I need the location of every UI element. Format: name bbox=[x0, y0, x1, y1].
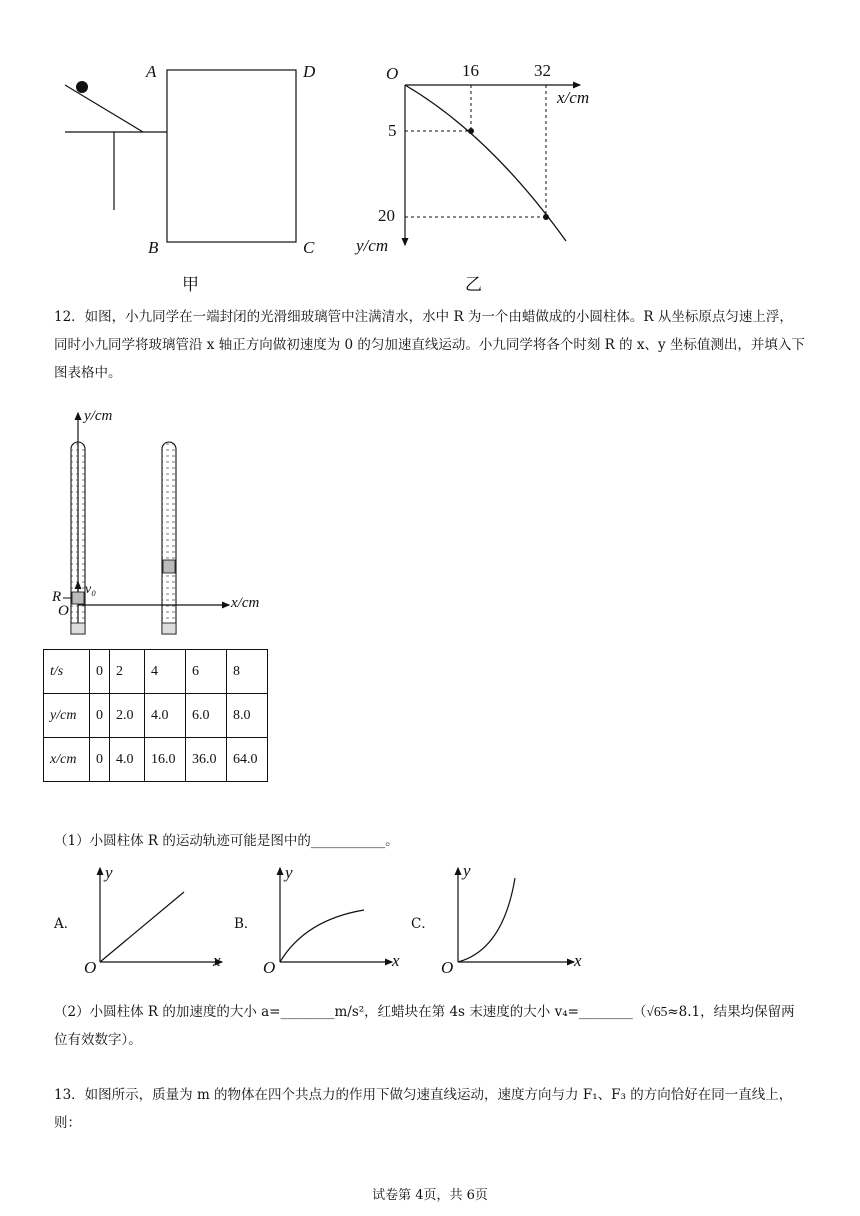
table-cell: y/cm bbox=[44, 694, 90, 738]
table-cell: 0 bbox=[90, 738, 110, 782]
option-a-x: x bbox=[213, 951, 221, 970]
table-cell: 8.0 bbox=[227, 694, 268, 738]
table-cell: 8 bbox=[227, 650, 268, 694]
tube-1 bbox=[71, 442, 85, 634]
tube-y-axis-label: y/cm bbox=[84, 408, 113, 424]
q12-sub2 bbox=[54, 998, 806, 1054]
table-cell: 0 bbox=[90, 694, 110, 738]
yi-origin-label: O bbox=[386, 64, 399, 83]
corner-a-label: A bbox=[146, 62, 157, 81]
table-row bbox=[44, 694, 268, 738]
figure-yi-caption: 乙 bbox=[465, 275, 482, 295]
table-row bbox=[44, 650, 268, 694]
option-a-origin: O bbox=[84, 958, 97, 977]
table-cell: 4.0 bbox=[110, 738, 145, 782]
figure-jia bbox=[55, 55, 335, 295]
tube-x-axis-label: x/cm bbox=[231, 595, 260, 611]
table-cell: 16.0 bbox=[145, 738, 186, 782]
ball-icon bbox=[76, 81, 88, 93]
option-a-y: y bbox=[105, 863, 113, 882]
incline bbox=[65, 85, 143, 132]
option-c-graph bbox=[438, 862, 588, 982]
option-b-graph bbox=[260, 862, 410, 982]
option-c-x: x bbox=[574, 951, 582, 970]
option-b-label: B． bbox=[234, 916, 258, 932]
option-c-y: y bbox=[463, 861, 471, 880]
board-rectangle bbox=[167, 70, 296, 242]
table-cell: 4.0 bbox=[145, 694, 186, 738]
corner-d-label: D bbox=[303, 62, 316, 81]
q12-sub1: （1）小圆柱体 R 的运动轨迹可能是图中的___________。 bbox=[54, 833, 399, 849]
table-row bbox=[44, 738, 268, 782]
option-b-origin: O bbox=[263, 958, 276, 977]
yi-x-tick-32: 32 bbox=[534, 61, 551, 80]
table-cell: 0 bbox=[90, 650, 110, 694]
tube-r-label: R bbox=[52, 589, 62, 605]
figure-jia-caption: 甲 bbox=[182, 275, 199, 295]
tube-2 bbox=[162, 442, 176, 634]
trajectory-curve bbox=[405, 85, 566, 241]
q13-text: 13．如图所示，质量为 m 的物体在四个共点力的作用下做匀速直线运动，速度方向与力 F₁、F₃ 的方向恰好在同一直线上，则： bbox=[54, 1087, 793, 1131]
option-b-x: x bbox=[392, 951, 400, 970]
option-a-label: A． bbox=[54, 916, 78, 932]
table-cell: 64.0 bbox=[227, 738, 268, 782]
sqrt-expression: √65 bbox=[646, 1004, 668, 1019]
option-a-line bbox=[100, 892, 184, 962]
table-cell: 36.0 bbox=[186, 738, 227, 782]
option-b-y: y bbox=[285, 863, 293, 882]
option-b-curve bbox=[280, 910, 364, 962]
q12-text: 12．如图，小九同学在一端封闭的光滑细玻璃管中注满清水，水中 R 为一个由蜡做成的小圆柱体。R 从坐标原点匀速上浮，同时小九同学将玻璃管沿 x 轴正方向做初速度为 0 的匀加速直线运动。小九同学将各个时刻 R 的 x、y 坐标值测出，并填入下图表格中。 bbox=[54, 309, 805, 381]
corner-c-label: C bbox=[303, 238, 315, 257]
option-c-curve bbox=[458, 878, 515, 962]
q12-sub2-part1: （2）小圆柱体 R 的加速度的大小 a=________m/s²，红蜡块在第 4s 末速度的大小 v₄=________（ bbox=[54, 1004, 647, 1020]
data-table bbox=[43, 649, 268, 782]
page-footer: 试卷第 4页，共 6页 bbox=[372, 1188, 488, 1203]
table-cell: 4 bbox=[145, 650, 186, 694]
table-cell: 2 bbox=[110, 650, 145, 694]
yi-y-tick-5: 5 bbox=[388, 121, 397, 140]
yi-x-axis-label: x/cm bbox=[557, 88, 590, 107]
tube-o-label: O bbox=[58, 603, 69, 619]
table-cell: 6.0 bbox=[186, 694, 227, 738]
table-cell: 6 bbox=[186, 650, 227, 694]
corner-b-label: B bbox=[148, 238, 159, 257]
figure-yi bbox=[340, 55, 620, 265]
option-c-label: C． bbox=[411, 916, 435, 932]
option-a-graph bbox=[80, 862, 230, 982]
table-cell: 2.0 bbox=[110, 694, 145, 738]
yi-y-axis-label: y/cm bbox=[356, 236, 389, 255]
yi-y-tick-20: 20 bbox=[378, 206, 395, 225]
option-c-origin: O bbox=[441, 958, 454, 977]
table-cell: t/s bbox=[44, 650, 90, 694]
yi-x-tick-16: 16 bbox=[462, 61, 479, 80]
tube-v0-label: v₀ bbox=[85, 582, 97, 597]
q12-sub2-part2: ≈8.1，结果均保留两位有效数字）。 bbox=[54, 1004, 795, 1048]
table-cell: x/cm bbox=[44, 738, 90, 782]
